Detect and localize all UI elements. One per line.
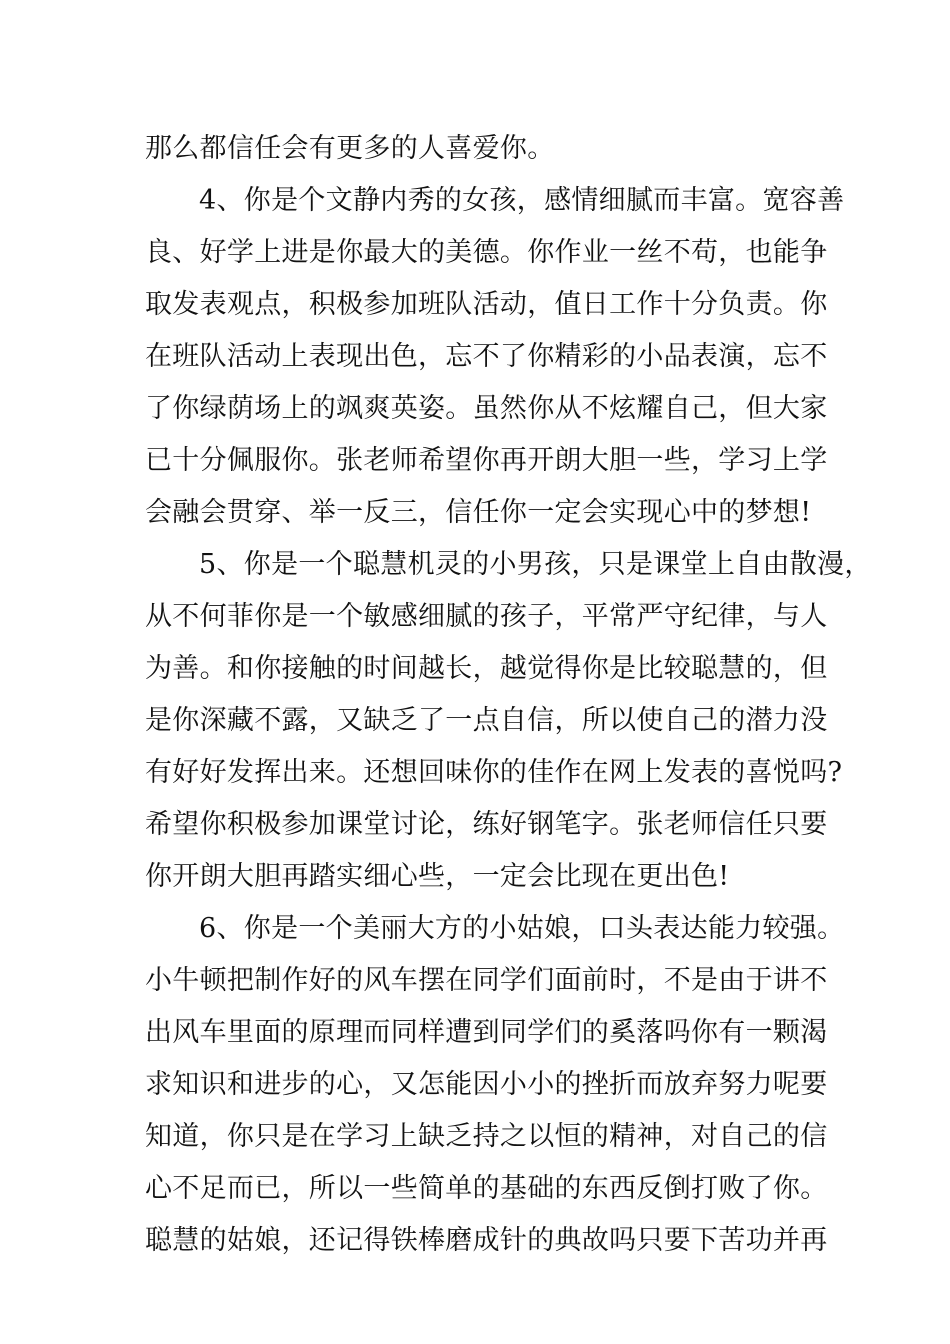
- text-line: 会融会贯穿、举一反三，信任你一定会实现心中的梦想!: [145, 497, 812, 528]
- text-line: 良、好学上进是你最大的美德。你作业一丝不苟，也能争: [145, 237, 828, 268]
- text-line: 那么都信任会有更多的人喜爱你。: [145, 133, 555, 164]
- text-line: 知道，你只是在学习上缺乏持之以恒的精神，对自己的信: [145, 1121, 828, 1152]
- text-line: 求知识和进步的心，又怎能因小小的挫折而放弃努力呢要: [145, 1069, 828, 1100]
- text-line: 有好好发挥出来。还想回味你的佳作在网上发表的喜悦吗?: [145, 757, 843, 788]
- text-line: 了你绿荫场上的飒爽英姿。虽然你从不炫耀自己，但大家: [145, 393, 828, 424]
- text-line: 聪慧的姑娘，还记得铁棒磨成针的典故吗只要下苦功并再: [145, 1225, 828, 1256]
- paragraph-6-start: 6、你是一个美丽大方的小姑娘，口头表达能力较强。: [199, 913, 845, 944]
- text-line: 从不何菲你是一个敏感细腻的孩子，平常严守纪律，与人: [145, 601, 828, 632]
- text-line: 小牛顿把制作好的风车摆在同学们面前时，不是由于讲不: [145, 965, 828, 996]
- text-line: 取发表观点，积极参加班队活动，值日工作十分负责。你: [145, 289, 828, 320]
- text-line: 希望你积极参加课堂讨论，练好钢笔字。张老师信任只要: [145, 809, 828, 840]
- text-line: 为善。和你接触的时间越长，越觉得你是比较聪慧的，但: [145, 653, 828, 684]
- text-line: 在班队活动上表现出色，忘不了你精彩的小品表演，忘不: [145, 341, 828, 372]
- text-line: 是你深藏不露，又缺乏了一点自信，所以使自己的潜力没: [145, 705, 828, 736]
- paragraph-4-start: 4、你是个文静内秀的女孩，感情细腻而丰富。宽容善: [199, 185, 845, 216]
- text-line: 心不足而已，所以一些简单的基础的东西反倒打败了你。: [145, 1173, 828, 1204]
- text-line: 出风车里面的原理而同样遭到同学们的奚落吗你有一颗渴: [145, 1017, 828, 1048]
- text-line: 已十分佩服你。张老师希望你再开朗大胆一些，学习上学: [145, 445, 828, 476]
- text-line: 你开朗大胆再踏实细心些，一定会比现在更出色!: [145, 861, 730, 892]
- paragraph-5-start: 5、你是一个聪慧机灵的小男孩，只是课堂上自由散漫，: [199, 549, 872, 580]
